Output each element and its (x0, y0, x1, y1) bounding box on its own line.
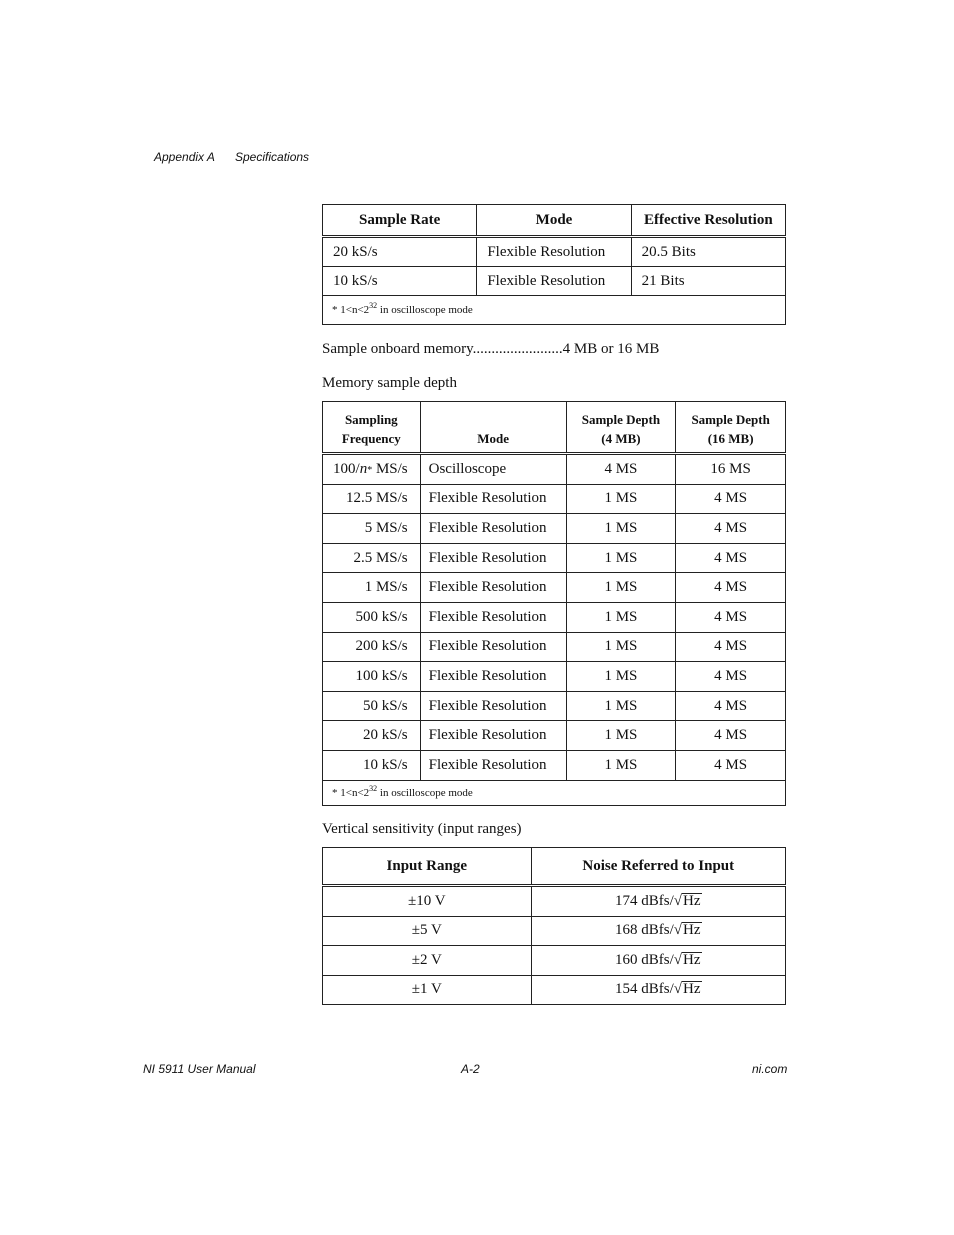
table-cell: 100/n* MS/s (323, 454, 421, 485)
table-cell: 1 MS/s (323, 573, 421, 603)
table-row (323, 573, 786, 603)
table-row (323, 946, 786, 976)
column-header: Sample Depth (4 MB) (566, 402, 676, 454)
header-chapter: Appendix A (154, 150, 215, 164)
table-cell: 1 MS (566, 691, 676, 721)
table-cell: 5 MS/s (323, 514, 421, 544)
table-note-row (323, 780, 786, 805)
table-cell: 1 MS (566, 721, 676, 751)
table-row (323, 975, 786, 1005)
column-header: Input Range (323, 848, 532, 886)
table-cell: 4 MS (676, 632, 786, 662)
square-root-symbol: √Hz (673, 981, 701, 998)
table-cell: 1 MS (566, 750, 676, 780)
table-cell: Flexible Resolution (477, 237, 631, 267)
table-cell: 200 kS/s (323, 632, 421, 662)
footer-manual-title: NI 5911 User Manual (143, 1062, 256, 1076)
table-cell: 174 dBfs/√Hz (531, 886, 785, 917)
table-cell: Flexible Resolution (420, 484, 566, 514)
table-cell: Flexible Resolution (420, 543, 566, 573)
table-row (323, 632, 786, 662)
effective-resolution-table (322, 204, 786, 325)
square-root-symbol: √Hz (673, 922, 701, 939)
table-cell: 4 MS (676, 691, 786, 721)
table-cell: 12.5 MS/s (323, 484, 421, 514)
table-cell: 4 MS (676, 484, 786, 514)
table-cell: 4 MS (676, 602, 786, 632)
table-cell: Flexible Resolution (420, 691, 566, 721)
table-cell: Flexible Resolution (420, 662, 566, 692)
table-cell: 50 kS/s (323, 691, 421, 721)
column-header: Mode (420, 402, 566, 454)
table-row (323, 721, 786, 751)
table-footnote: * $1<n<2^{32}$ in oscilloscope mode (323, 296, 786, 325)
table-cell: 1 MS (566, 602, 676, 632)
table-cell: 168 dBfs/√Hz (531, 916, 785, 946)
table-cell: 20 kS/s (323, 237, 477, 267)
table-cell: 4 MS (566, 454, 676, 485)
memory-depth-heading: Memory sample depth (322, 375, 457, 391)
table-cell: 20.5 Bits (631, 237, 785, 267)
table-cell: 1 MS (566, 484, 676, 514)
table-cell: Flexible Resolution (420, 632, 566, 662)
table-cell: Flexible Resolution (420, 602, 566, 632)
table-row (323, 916, 786, 946)
table-cell: 500 kS/s (323, 602, 421, 632)
table-cell: 154 dBfs/√Hz (531, 975, 785, 1005)
table-header-row (323, 848, 786, 886)
table-cell: 1 MS (566, 632, 676, 662)
column-header: Sample Rate (323, 205, 477, 237)
table-cell: 100 kS/s (323, 662, 421, 692)
table-cell: 20 kS/s (323, 721, 421, 751)
table-row (323, 602, 786, 632)
table-cell: 1 MS (566, 662, 676, 692)
table-cell: 1 MS (566, 514, 676, 544)
table-cell: 4 MS (676, 573, 786, 603)
table-cell: 1 MS (566, 543, 676, 573)
memory-sample-depth-table (322, 401, 786, 806)
table-cell: 4 MS (676, 514, 786, 544)
table-cell: Oscilloscope (420, 454, 566, 485)
column-header: Effective Resolution (631, 205, 785, 237)
table-row (323, 237, 786, 267)
onboard-memory-line: Sample onboard memory........................4 MB or 16 MB (322, 341, 660, 357)
footer-website: ni.com (752, 1062, 788, 1076)
table-footnote: * $1<n<2^{32}$ in oscilloscope mode (323, 780, 786, 805)
table-cell: Flexible Resolution (420, 514, 566, 544)
table-row (323, 750, 786, 780)
table-cell: ±2 V (323, 946, 532, 976)
header-section: Specifications (235, 150, 310, 164)
footer-page-number: A-2 (461, 1062, 480, 1076)
column-header: Sampling Frequency (323, 402, 421, 454)
table-cell: 2.5 MS/s (323, 543, 421, 573)
column-header: Sample Depth (16 MB) (676, 402, 786, 454)
table-cell: 4 MS (676, 662, 786, 692)
table-row (323, 886, 786, 917)
table-header-row (323, 205, 786, 237)
table-row (323, 267, 786, 296)
table-cell: 4 MS (676, 543, 786, 573)
table-cell: ±10 V (323, 886, 532, 917)
table-header-row (323, 402, 786, 454)
column-header: Noise Referred to Input (531, 848, 785, 886)
table-row (323, 543, 786, 573)
input-range-noise-table (322, 847, 786, 1005)
sensitivity-heading: Vertical sensitivity (input ranges) (322, 821, 522, 837)
table-cell: 16 MS (676, 454, 786, 485)
table-note-row (323, 296, 786, 325)
table-row (323, 662, 786, 692)
table-row (323, 454, 786, 485)
table-cell: Flexible Resolution (420, 721, 566, 751)
table-row (323, 691, 786, 721)
square-root-symbol: √Hz (673, 951, 701, 968)
table-cell: Flexible Resolution (477, 267, 631, 296)
table-cell: 1 MS (566, 573, 676, 603)
table-cell: Flexible Resolution (420, 750, 566, 780)
table-cell: Flexible Resolution (420, 573, 566, 603)
table-cell: ±1 V (323, 975, 532, 1005)
table-cell: 4 MS (676, 750, 786, 780)
table-cell: 10 kS/s (323, 750, 421, 780)
table-cell: 4 MS (676, 721, 786, 751)
square-root-symbol: √Hz (673, 892, 701, 909)
table-row (323, 514, 786, 544)
table-row (323, 484, 786, 514)
table-cell: 10 kS/s (323, 267, 477, 296)
table-cell: ±5 V (323, 916, 532, 946)
column-header: Mode (477, 205, 631, 237)
table-cell: 160 dBfs/√Hz (531, 946, 785, 976)
table-cell: 21 Bits (631, 267, 785, 296)
